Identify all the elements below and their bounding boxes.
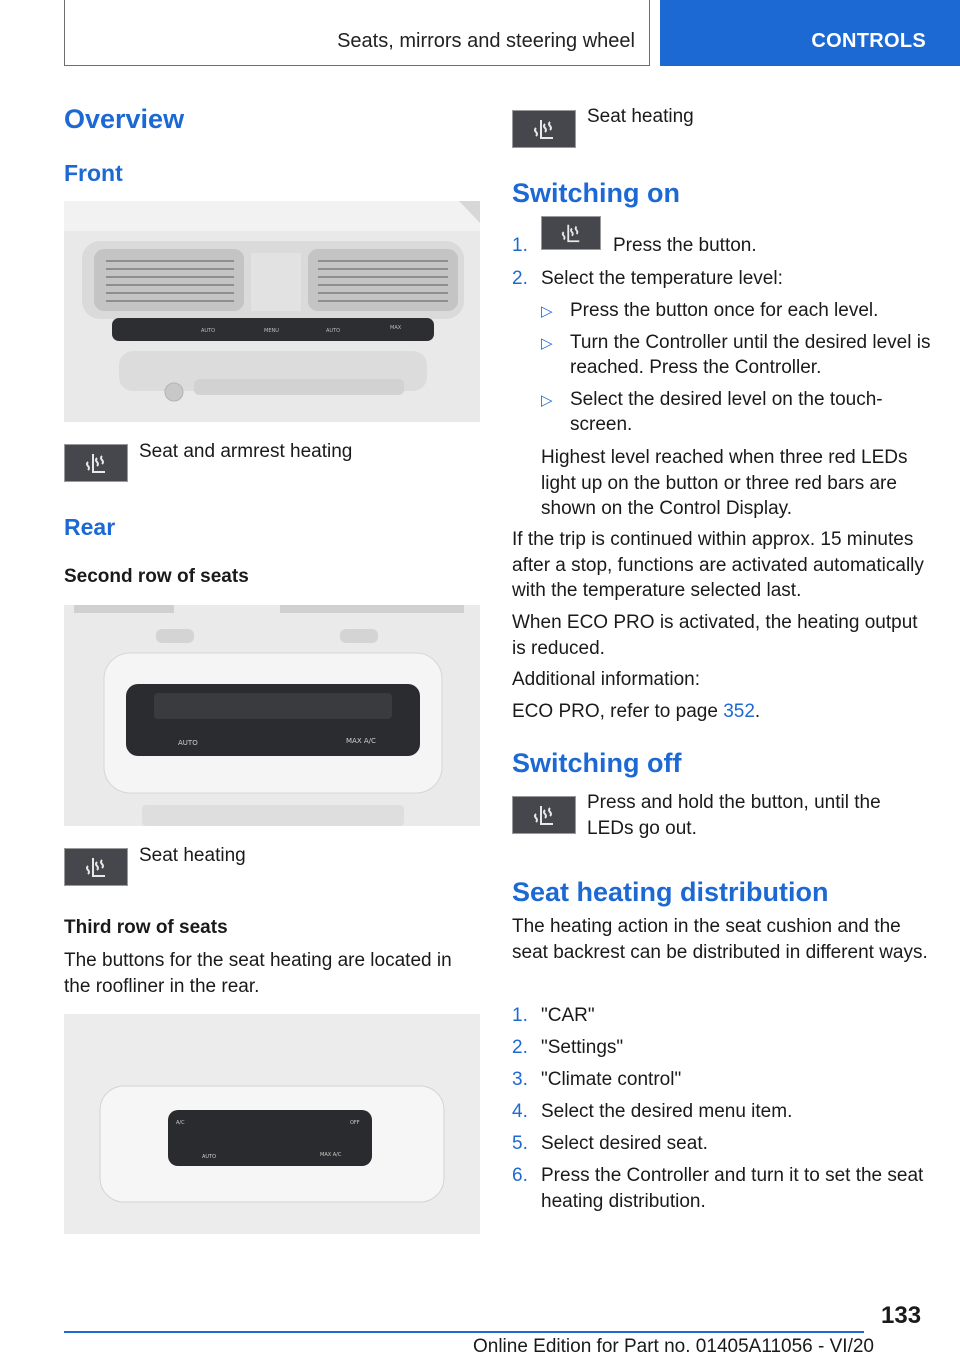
rear-console-photo [64,605,480,826]
seat-heating-icon [529,117,559,141]
overview-heading: Overview [64,104,185,134]
roofliner-photo [64,1014,480,1234]
distribution-heading: Seat heating distribution [512,877,829,907]
step-number: 6. [512,1165,528,1186]
step-number: 5. [512,1133,528,1154]
list-item [512,1067,932,1093]
rear-panel-auto-label: AUTO [178,739,198,747]
switch-on-step-2-text: Select the temperature level: [541,268,783,289]
triangle-bullet-icon: ▷ [541,391,553,409]
eco-reference-text: ECO PRO, refer to page [512,701,724,722]
switch-on-step-1-number: 1. [512,235,528,256]
step-text: "Settings" [541,1037,624,1058]
third-row-heading: Third row of seats [64,917,228,938]
seat-heating-button-icon-step [541,216,601,250]
list-item [512,1131,932,1157]
front-panel-menu-label: MENU [264,328,279,334]
switching-on-heading: Switching on [512,178,680,208]
list-item [512,1035,932,1061]
seat-heating-button-icon-front [64,444,128,482]
highest-level-note: Highest level reached when three red LEDs light up on the button or three red bars are shown on the Control Display. [541,447,908,519]
header-section-title: Seats, mirrors and steering wheel [337,30,635,52]
step-text: "CAR" [541,1005,595,1026]
seat-heating-button-icon-top [512,110,576,148]
switch-off-text: Press and hold the button, until the LEDs go out. [587,792,881,839]
roof-panel-auto-label: AUTO [202,1154,217,1160]
trip-note: If the trip is continued within approx. 15 minutes after a stop, functions are activated automatically with the temperature selected last. [512,529,924,601]
list-item [512,1163,932,1214]
footer-edition: Online Edition for Part no. 01405A11056 - VI/20 [472,1336,874,1357]
page-number: 133 [881,1302,922,1329]
level-option [541,330,931,381]
rear-panel-max-label: MAX A/C [346,737,376,745]
front-panel-max-label: MAX [390,325,402,331]
roof-panel-ac-label: A/C [176,1120,185,1126]
temperature-level-options [541,298,931,444]
eco-reference-period: . [754,701,761,722]
level-option-text: Select the desired level on the touch-screen. [570,388,883,435]
level-option-text: Press the button once for each level. [570,300,879,321]
step-number: 3. [512,1069,528,1090]
header-chapter-tab[interactable] [660,0,960,66]
step-text: Select desired seat. [541,1133,708,1154]
level-option [541,298,931,324]
eco-page-link[interactable]: 352 [723,701,755,722]
seat-heating-icon [529,803,559,827]
eco-note: When ECO PRO is activated, the heating output is reduced. [512,612,918,659]
second-row-caption: Seat heating [139,845,246,866]
seat-heating-icon [81,855,111,879]
front-panel-auto-label: AUTO [201,328,216,334]
rear-heading: Rear [64,514,116,540]
front-caption: Seat and armrest heating [139,441,353,462]
list-item [512,1003,932,1029]
third-row-text: The buttons for the seat heating are located in the roofliner in the rear. [64,950,452,997]
step-number: 1. [512,1005,528,1026]
triangle-bullet-icon: ▷ [541,334,553,352]
roof-panel-off-label: OFF [350,1120,360,1126]
top-caption: Seat heating [587,106,694,127]
second-row-heading: Second row of seats [64,566,249,587]
seat-heating-button-icon-off [512,796,576,834]
seat-heating-icon [81,451,111,475]
switch-on-step-1-text: Press the button. [613,235,757,256]
roof-panel-max-label: MAX A/C [320,1152,342,1158]
eco-reference [512,699,760,725]
distribution-steps [512,1003,932,1221]
step-text: Press the Controller and turn it to set the seat heating distribution. [541,1165,924,1212]
step-number: 2. [512,1037,528,1058]
front-heading: Front [64,160,123,186]
triangle-bullet-icon: ▷ [541,303,553,320]
additional-info: Additional information: [512,669,700,690]
step-number: 4. [512,1101,528,1122]
switch-on-step-2-number: 2. [512,268,528,289]
seat-heating-icon [557,222,585,244]
front-console-photo [64,201,480,422]
header-section-box [64,0,650,66]
distribution-intro: The heating action in the seat cushion and the seat backrest can be distributed in different ways. [512,916,928,963]
list-item [512,1099,932,1125]
footer-divider [64,1331,864,1333]
header-chapter-title: CONTROLS [811,30,926,52]
front-panel-auto-label-2: AUTO [326,328,341,334]
level-option-text: Turn the Controller until the desired level is reached. Press the Controller. [570,331,931,378]
switching-off-heading: Switching off [512,748,682,778]
step-text: Select the desired menu item. [541,1101,793,1122]
level-option [541,387,931,438]
step-text: "Climate control" [541,1069,682,1090]
seat-heating-button-icon-rear [64,848,128,886]
